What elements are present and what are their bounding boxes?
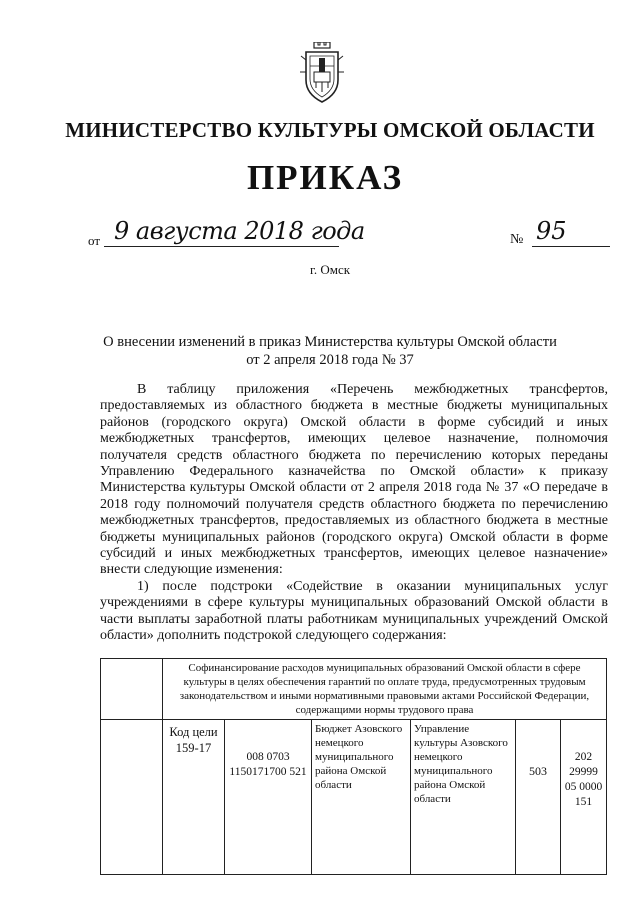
date-label: от [88, 233, 101, 248]
body-paragraph-1: В таблицу приложения «Перечень межбюджетных трансфертов, предоставляемых из областного бюджета в местные бюджеты муниципальных районов (городского округа) Омской области в форме субсидий и иных межбюджетных трансфертов, имеющих целевое назначение, полномочия получателя средств областного бюджета по перечислению которых переданы Управлению Федерального казначейства по Омской области» к приказу Министерства культуры Омской области от 2 апреля 2018 года № 37 «О передаче в 2018 году полномочий получателя средств областного бюджета по перечислению межбюджетных трансфертов, предоставляемых из областного бюджета в местные бюджеты муниципальных районов (городского округа) Омской области в форме субсидий и иных межбюджетных трансфертов, имеющих целевое назначение» внести следующие изменения: [100, 382, 608, 578]
budget-table-fragment [100, 658, 607, 875]
number-underline [532, 246, 610, 247]
target-code-cell: Код цели 159-17 [163, 720, 225, 875]
handwritten-date: 9 августа 2018 года [114, 217, 365, 245]
ministry-code-cell: 503 [516, 720, 561, 875]
date-underline [104, 246, 339, 247]
document-type-title: ПРИКАЗ [246, 158, 404, 197]
coat-of-arms-icon [298, 42, 346, 104]
recipient-budget-cell: Бюджет Азовского немецкого муниципального района Омской области [312, 720, 411, 875]
subject-line-1: О внесении изменений в приказ Министерства культуры Омской области [103, 334, 557, 350]
body-paragraph-2: 1) после подстроки «Содействие в оказании муниципальных услуг учреждениями в сфере культуры муниципальных образований Омской области в части выплаты заработной платы работникам муниципальных учреждений Омской области» дополнить подстрокой следующего содержания: [100, 578, 608, 644]
table-row [101, 720, 607, 875]
subject-line-2: от 2 апреля 2018 года № 37 [246, 352, 414, 368]
funds-manager-cell: Управление культуры Азовского немецкого муниципального района Омской области [411, 720, 516, 875]
budget-classification-cell: 008 0703 1150171700 521 [225, 720, 312, 875]
ministry-name: МИНИСТЕРСТВО КУЛЬТУРЫ ОМСКОЙ ОБЛАСТИ [65, 118, 595, 142]
table-stub-cell [101, 720, 163, 875]
order-subject [100, 333, 560, 369]
table-title-cell: Софинансирование расходов муниципальных образований Омской области в сфере культуры в целях обеспечения гарантий по оплате труда, предусмотренных трудовым законодательством и иными нормативными правовыми актами Российской Федерации, содержащими нормы трудового права [163, 659, 607, 720]
table-stub-cell [101, 659, 163, 720]
order-body [100, 382, 608, 645]
table-title-row [101, 659, 607, 720]
handwritten-number: 95 [536, 217, 567, 245]
revenue-code-cell: 202 29999 05 0000 151 [561, 720, 607, 875]
number-label: № [510, 232, 524, 247]
city-label: г. Омск [310, 262, 351, 277]
